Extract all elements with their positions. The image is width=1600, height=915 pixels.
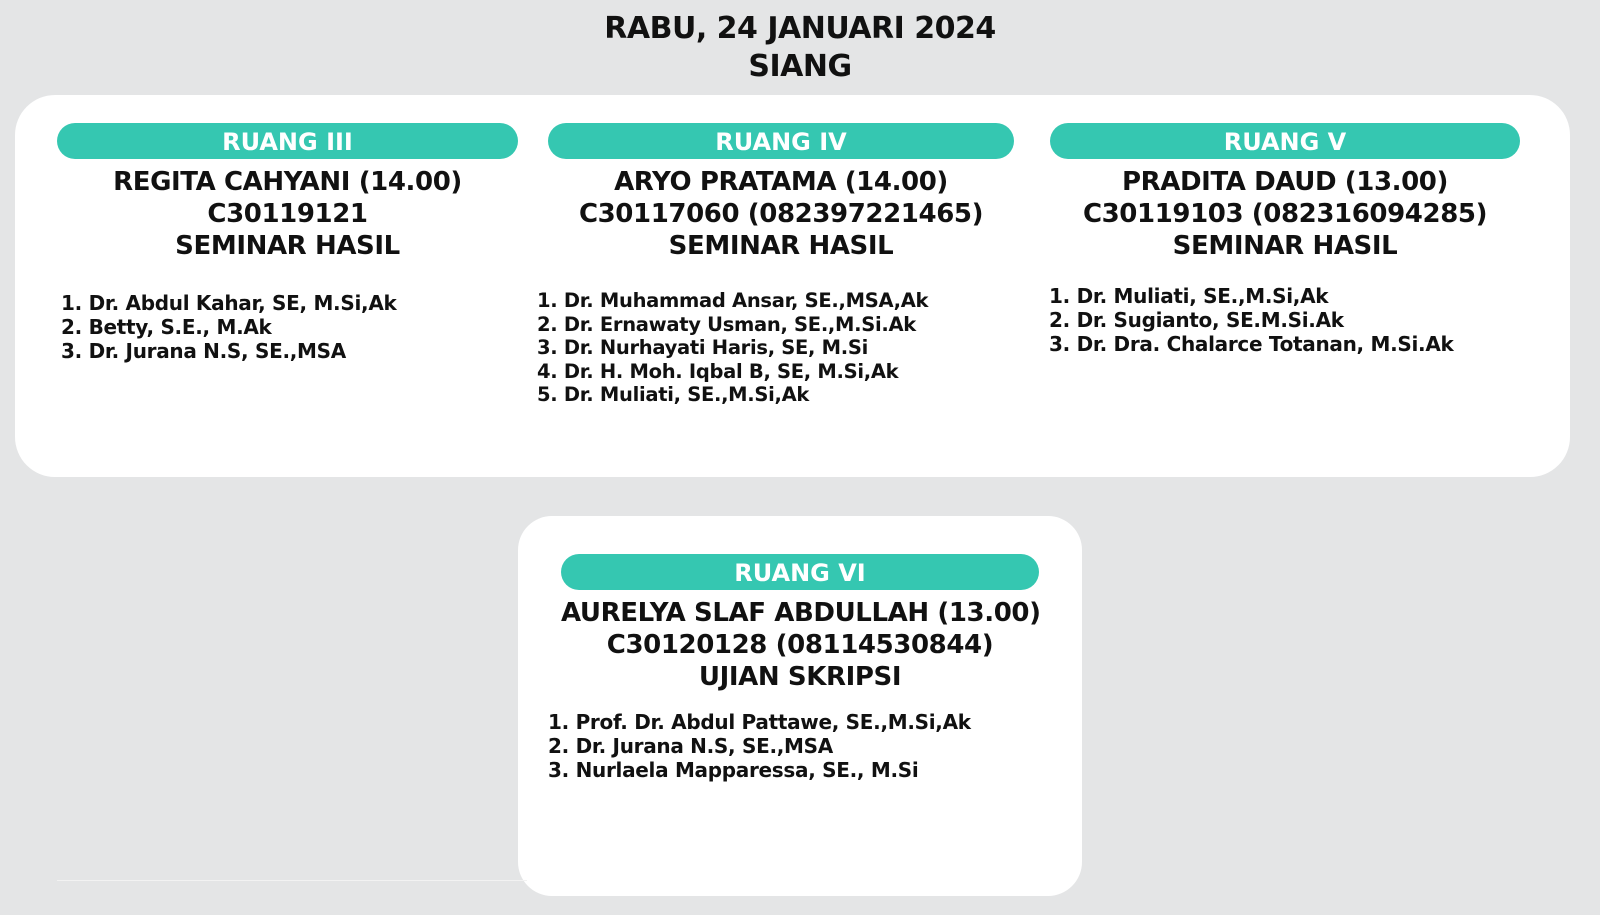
examiner-item: 3. Nurlaela Mapparessa, SE., M.Si — [548, 758, 919, 782]
student-name: REGITA CAHYANI (14.00) — [113, 167, 462, 197]
room-card-v — [1050, 123, 1520, 262]
room-label-iv: RUANG IV — [548, 123, 1014, 159]
room-label-iii: RUANG III — [57, 123, 518, 159]
examiner-list-v — [1049, 284, 1454, 356]
student-name: AURELYA SLAF ABDULLAH (13.00) — [561, 598, 1041, 628]
exam-type: SEMINAR HASIL — [668, 231, 894, 261]
room-label-v: RUANG V — [1050, 123, 1520, 159]
student-id: C30119121 — [207, 199, 368, 229]
examiner-list-vi — [548, 710, 971, 782]
room-card-iv — [548, 123, 1014, 262]
examiner-item: 2. Betty, S.E., M.Ak — [61, 315, 272, 339]
student-id: C30119103 (082316094285) — [1082, 199, 1488, 229]
room-card-iii — [57, 123, 518, 262]
examiner-item: 4. Dr. H. Moh. Iqbal B, SE, M.Si,Ak — [537, 359, 899, 383]
exam-type: UJIAN SKRIPSI — [698, 662, 902, 692]
student-name: ARYO PRATAMA (14.00) — [614, 167, 948, 197]
student-info-iv — [548, 166, 1014, 262]
examiner-list-iii — [61, 291, 397, 363]
room-label-vi: RUANG VI — [561, 554, 1039, 590]
examiner-item: 1. Dr. Abdul Kahar, SE, M.Si,Ak — [61, 291, 397, 315]
examiner-item: 3. Dr. Jurana N.S, SE.,MSA — [61, 339, 346, 363]
examiner-item: 1. Prof. Dr. Abdul Pattawe, SE.,M.Si,Ak — [548, 710, 971, 734]
examiner-item: 3. Dr. Nurhayati Haris, SE, M.Si — [537, 336, 868, 359]
examiner-item: 2. Dr. Jurana N.S, SE.,MSA — [548, 734, 833, 758]
student-info-vi — [561, 597, 1039, 693]
top-schedule-panel — [15, 95, 1570, 477]
examiner-item: 2. Dr. Sugianto, SE.M.Si.Ak — [1049, 308, 1344, 332]
student-info-v — [1050, 166, 1520, 262]
examiner-item: 2. Dr. Ernawaty Usman, SE.,M.Si.Ak — [537, 312, 916, 336]
student-id: C30117060 (082397221465) — [578, 199, 984, 229]
room-card-vi — [561, 554, 1039, 693]
bottom-schedule-panel — [518, 516, 1082, 896]
examiner-list-iv — [537, 289, 928, 407]
page-header — [0, 10, 1600, 86]
examiner-item: 1. Dr. Muhammad Ansar, SE.,MSA,Ak — [537, 289, 929, 312]
examiner-item: 5. Dr. Muliati, SE.,M.Si,Ak — [537, 383, 810, 406]
examiner-item: 1. Dr. Muliati, SE.,M.Si,Ak — [1049, 284, 1329, 308]
student-id: C30120128 (08114530844) — [606, 630, 994, 660]
student-name: PRADITA DAUD (13.00) — [1121, 167, 1448, 197]
student-info-iii — [57, 166, 518, 262]
exam-type: SEMINAR HASIL — [1172, 231, 1398, 261]
exam-type: SEMINAR HASIL — [175, 231, 400, 261]
schedule-session: SIANG — [748, 49, 852, 84]
schedule-date: RABU, 24 JANUARI 2024 — [604, 11, 996, 46]
divider-line — [57, 880, 527, 881]
examiner-item: 3. Dr. Dra. Chalarce Totanan, M.Si.Ak — [1049, 332, 1454, 356]
